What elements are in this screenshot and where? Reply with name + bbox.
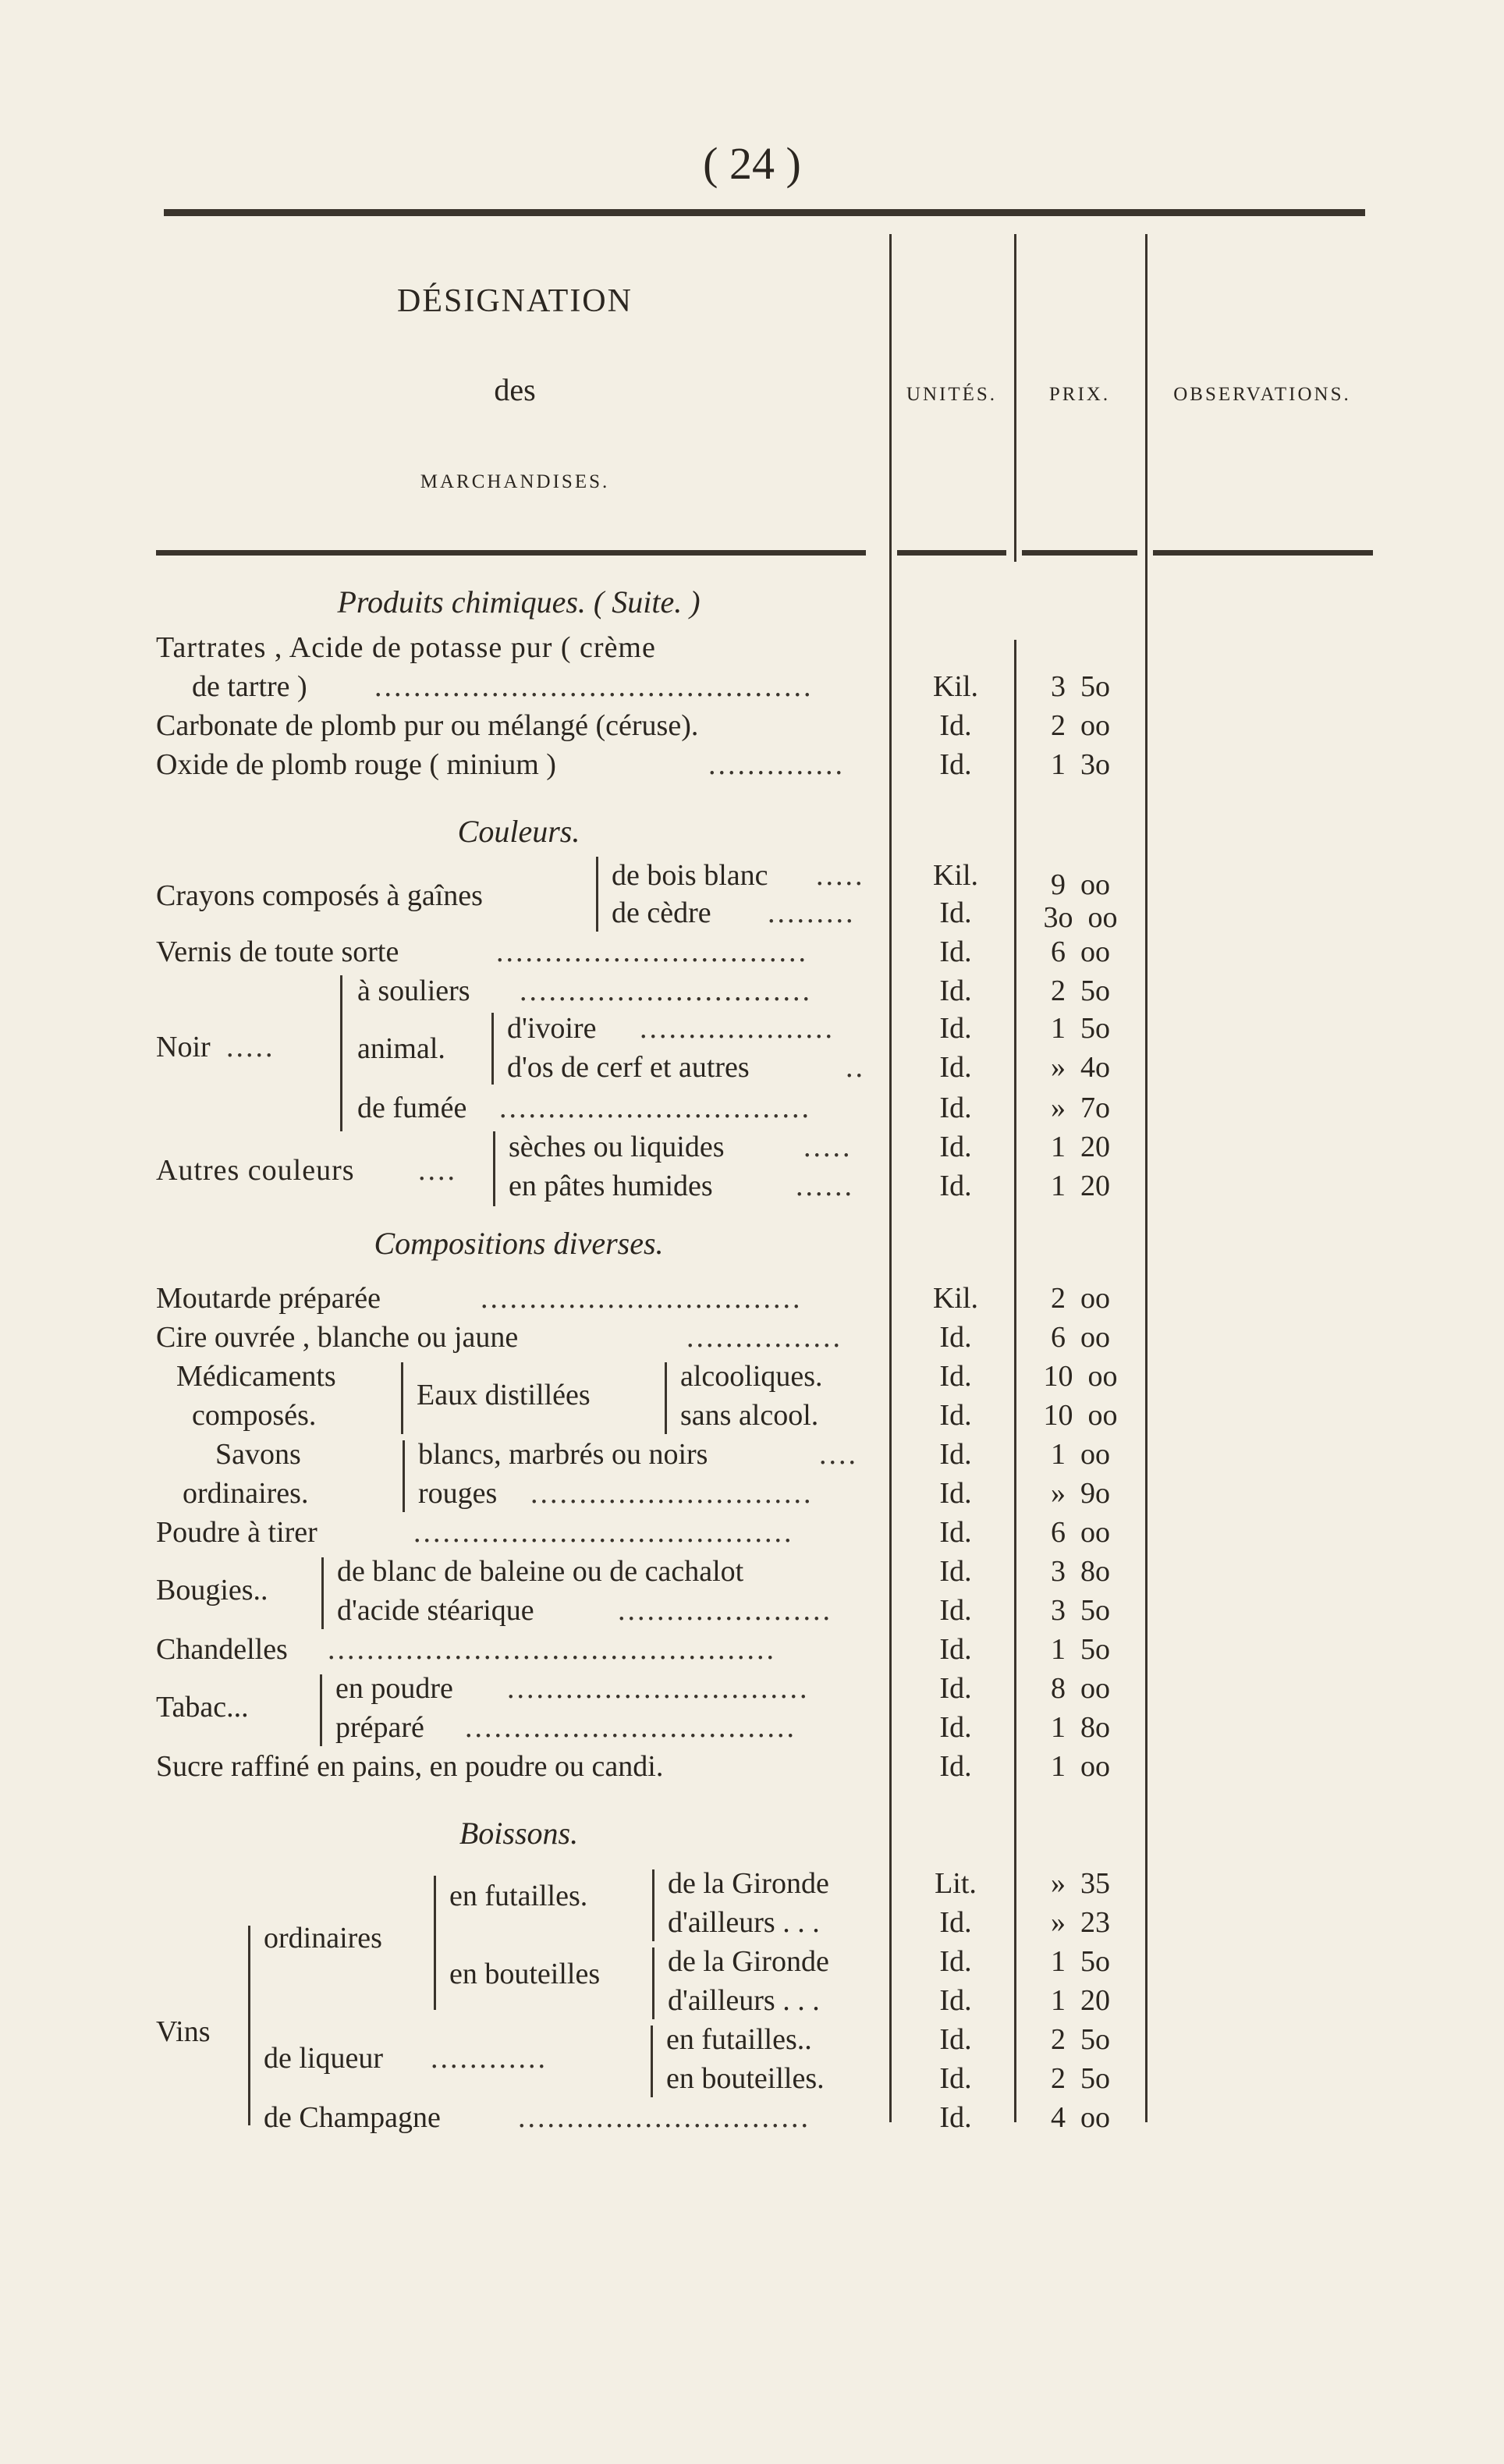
unit-carbonate: Id. xyxy=(939,709,972,742)
unit-liqueur-futailles: Id. xyxy=(939,2023,972,2056)
item-liqueur-futailles: en futailles.. xyxy=(666,2023,812,2056)
header-des: des xyxy=(494,372,536,407)
unit-alcooliques: Id. xyxy=(939,1360,972,1393)
leader-dots: ................................. xyxy=(481,1282,803,1315)
column-divider-observations xyxy=(1145,234,1148,2122)
price-noir-fumee: » 7o xyxy=(1051,1092,1110,1124)
price-autres-seches: 1 20 xyxy=(1051,1131,1110,1163)
item-autres-seches: sèches ou liquides xyxy=(509,1131,725,1163)
item-liqueur-bouteilles: en bouteilles. xyxy=(666,2062,825,2095)
item-de-liqueur: de liqueur xyxy=(264,2042,384,2075)
unit-gironde-futailles: Lit. xyxy=(935,1867,977,1900)
brace xyxy=(403,1440,405,1512)
item-tabac: Tabac... xyxy=(156,1691,249,1724)
item-tabac-prepare: préparé xyxy=(335,1711,424,1744)
brace xyxy=(248,1926,250,2125)
unit-moutarde: Kil. xyxy=(932,1282,979,1315)
price-tabac-poudre: 8 oo xyxy=(1051,1672,1110,1705)
leader-dots: ............................................. xyxy=(374,670,814,703)
price-noir-souliers: 2 5o xyxy=(1051,975,1110,1007)
price-chandelles: 1 5o xyxy=(1051,1633,1110,1666)
price-noir-ivoire: 1 5o xyxy=(1051,1012,1110,1045)
item-crayons: Crayons composés à gaînes xyxy=(156,879,483,912)
item-ailleurs-futailles: d'ailleurs . . . xyxy=(668,1906,820,1939)
unit-crayons-cedre: Id. xyxy=(939,896,972,929)
item-autres-pates: en pâtes humides xyxy=(509,1170,713,1202)
brace xyxy=(652,1947,654,2019)
brace xyxy=(596,857,598,932)
page-number: ( 24 ) xyxy=(703,138,801,189)
unit-cire: Id. xyxy=(939,1321,972,1354)
unit-liqueur-bouteilles: Id. xyxy=(939,2062,972,2095)
item-carbonate: Carbonate de plomb pur ou mélangé (céruse). xyxy=(156,709,699,742)
price-vernis: 6 oo xyxy=(1051,936,1110,968)
header-observations: OBSERVATIONS. xyxy=(1173,384,1351,405)
unit-tabac-prepare: Id. xyxy=(939,1711,972,1744)
price-noir-os: » 4o xyxy=(1051,1051,1110,1084)
price-gironde-bouteilles: 1 5o xyxy=(1051,1945,1110,1978)
price-ailleurs-futailles: » 23 xyxy=(1051,1906,1110,1939)
leader-dots: .... xyxy=(418,1154,457,1187)
price-sucre: 1 oo xyxy=(1051,1750,1110,1783)
item-noir-animal: animal. xyxy=(357,1032,445,1065)
price-bougies-acide: 3 5o xyxy=(1051,1594,1110,1627)
unit-ailleurs-bouteilles: Id. xyxy=(939,1984,972,2017)
price-crayons-bois: 9 oo xyxy=(1051,868,1110,901)
unit-noir-fumee: Id. xyxy=(939,1092,972,1124)
price-crayons-cedre: 3o oo xyxy=(1043,901,1118,934)
header-designation: DÉSIGNATION xyxy=(397,283,633,319)
price-gironde-futailles: » 35 xyxy=(1051,1867,1110,1900)
leader-dots: ............................... xyxy=(507,1672,810,1705)
unit-sucre: Id. xyxy=(939,1750,972,1783)
unit-autres-seches: Id. xyxy=(939,1131,972,1163)
section-couleurs: Couleurs. xyxy=(457,814,580,849)
item-sans-alcool: sans alcool. xyxy=(680,1399,819,1432)
price-ailleurs-bouteilles: 1 20 xyxy=(1051,1984,1110,2017)
price-sans-alcool: 10 oo xyxy=(1043,1399,1118,1432)
header-marchandises: MARCHANDISES. xyxy=(420,471,610,492)
brace xyxy=(652,1869,654,1941)
price-bougies-blanc: 3 8o xyxy=(1051,1555,1110,1588)
brace xyxy=(651,2026,653,2097)
item-gironde-futailles: de la Gironde xyxy=(668,1867,829,1900)
price-autres-pates: 1 20 xyxy=(1051,1170,1110,1202)
column-divider-units xyxy=(889,234,892,2122)
item-savons-blancs: blancs, marbrés ou noirs xyxy=(418,1438,708,1471)
leader-dots: ............................. xyxy=(530,1477,814,1510)
leader-dots: ..... xyxy=(803,1131,853,1163)
leader-dots: .................... xyxy=(640,1012,835,1045)
brace xyxy=(321,1557,324,1629)
price-carbonate: 2 oo xyxy=(1051,709,1110,742)
item-savons-line2: ordinaires. xyxy=(183,1477,309,1510)
price-poudre: 6 oo xyxy=(1051,1516,1110,1549)
item-vins-ordinaires: ordinaires xyxy=(264,1922,382,1955)
item-noir-ivoire: d'ivoire xyxy=(507,1012,597,1045)
leader-dots: ................ xyxy=(686,1321,842,1354)
price-tabac-prepare: 1 8o xyxy=(1051,1711,1110,1744)
unit-noir-ivoire: Id. xyxy=(939,1012,972,1045)
item-noir-fumee: de fumée xyxy=(357,1092,467,1124)
item-vins: Vins xyxy=(156,2015,211,2048)
price-oxide: 1 3o xyxy=(1051,748,1110,781)
item-autres-couleurs: Autres couleurs xyxy=(156,1154,355,1187)
item-tartrates-line2: de tartre ) xyxy=(192,670,307,703)
item-moutarde: Moutarde préparée xyxy=(156,1282,381,1315)
item-sucre: Sucre raffiné en pains, en poudre ou candi. xyxy=(156,1750,664,1783)
item-tabac-poudre: en poudre xyxy=(335,1672,453,1705)
brace xyxy=(320,1674,322,1746)
item-cire: Cire ouvrée , blanche ou jaune xyxy=(156,1321,519,1354)
price-savons-rouges: » 9o xyxy=(1051,1477,1110,1510)
unit-autres-pates: Id. xyxy=(939,1170,972,1202)
unit-bougies-acide: Id. xyxy=(939,1594,972,1627)
item-medicaments-line2: composés. xyxy=(192,1399,317,1432)
item-bougies-blanc: de blanc de baleine ou de cachalot xyxy=(337,1555,744,1588)
item-tartrates-line1: Tartrates , Acide de potasse pur ( crème xyxy=(156,631,656,664)
unit-poudre: Id. xyxy=(939,1516,972,1549)
leader-dots: ....................................... xyxy=(413,1516,794,1549)
header-units: UNITÉS. xyxy=(906,384,998,405)
price-moutarde: 2 oo xyxy=(1051,1282,1110,1315)
leader-dots: ................................ xyxy=(499,1092,811,1124)
leader-dots: ................................ xyxy=(496,936,808,968)
section-compositions-diverses: Compositions diverses. xyxy=(374,1226,664,1261)
price-alcooliques: 10 oo xyxy=(1043,1360,1118,1393)
leader-dots: ...................... xyxy=(618,1594,832,1627)
header-rule-designation xyxy=(156,550,866,556)
header-rule-units xyxy=(897,550,1006,556)
unit-bougies-blanc: Id. xyxy=(939,1555,972,1588)
price-cire: 6 oo xyxy=(1051,1321,1110,1354)
item-bougies-acide: d'acide stéarique xyxy=(337,1594,534,1627)
item-alcooliques: alcooliques. xyxy=(680,1360,823,1393)
item-noir-os: d'os de cerf et autres xyxy=(507,1051,750,1084)
brace xyxy=(401,1362,403,1434)
price-champagne: 4 oo xyxy=(1051,2101,1110,2134)
unit-sans-alcool: Id. xyxy=(939,1399,972,1432)
section-produits-chimiques: Produits chimiques. ( Suite. ) xyxy=(337,584,701,620)
leader-dots: ..... xyxy=(226,1031,275,1063)
unit-crayons-bois: Kil. xyxy=(932,859,979,892)
header-rule-price xyxy=(1022,550,1137,556)
unit-oxide: Id. xyxy=(939,748,972,781)
unit-vernis: Id. xyxy=(939,936,972,968)
leader-dots: .. xyxy=(846,1051,865,1084)
item-gironde-bouteilles: de la Gironde xyxy=(668,1945,829,1978)
header-rule-observations xyxy=(1153,550,1373,556)
leader-dots: ......... xyxy=(768,896,856,929)
item-de-champagne: de Champagne xyxy=(264,2101,441,2134)
unit-savons-blancs: Id. xyxy=(939,1438,972,1471)
header-price: PRIX. xyxy=(1048,384,1111,405)
price-liqueur-bouteilles: 2 5o xyxy=(1051,2062,1110,2095)
item-en-futailles: en futailles. xyxy=(449,1880,588,1912)
item-noir: Noir xyxy=(156,1031,211,1063)
item-noir-souliers: à souliers xyxy=(357,975,470,1007)
column-divider-price-lower xyxy=(1014,640,1016,2122)
unit-gironde-bouteilles: Id. xyxy=(939,1945,972,1978)
item-savons-line1: Savons xyxy=(215,1438,301,1471)
price-liqueur-futailles: 2 5o xyxy=(1051,2023,1110,2056)
item-poudre: Poudre à tirer xyxy=(156,1516,317,1549)
leader-dots: ...... xyxy=(796,1170,854,1202)
brace xyxy=(665,1362,667,1434)
item-vernis: Vernis de toute sorte xyxy=(156,936,399,968)
leader-dots: .............................. xyxy=(518,2101,811,2134)
section-boissons: Boissons. xyxy=(459,1816,579,1851)
unit-champagne: Id. xyxy=(939,2101,972,2134)
leader-dots: .............................. xyxy=(520,975,812,1007)
brace xyxy=(491,1013,494,1085)
unit-savons-rouges: Id. xyxy=(939,1477,972,1510)
brace xyxy=(493,1131,495,1206)
price-savons-blancs: 1 oo xyxy=(1051,1438,1110,1471)
leader-dots: ..... xyxy=(816,859,865,892)
price-tartrates: 3 5o xyxy=(1051,670,1110,703)
item-chandelles: Chandelles xyxy=(156,1633,288,1666)
item-eaux-distillees: Eaux distillées xyxy=(417,1379,591,1411)
leader-dots: .............. xyxy=(708,748,845,781)
item-medicaments-line1: Médicaments xyxy=(176,1360,336,1393)
leader-dots: ............ xyxy=(431,2042,548,2075)
item-oxide: Oxide de plomb rouge ( minium ) xyxy=(156,748,556,781)
unit-tabac-poudre: Id. xyxy=(939,1672,972,1705)
brace xyxy=(340,975,342,1131)
item-crayons-bois: de bois blanc xyxy=(612,859,768,892)
unit-ailleurs-futailles: Id. xyxy=(939,1906,972,1939)
unit-tartrates: Kil. xyxy=(932,670,979,703)
leader-dots: .................................. xyxy=(465,1711,796,1744)
leader-dots: .............................................. xyxy=(328,1633,776,1666)
brace xyxy=(434,1876,436,2010)
item-en-bouteilles: en bouteilles xyxy=(449,1958,601,1990)
item-savons-rouges: rouges xyxy=(418,1477,498,1510)
item-bougies: Bougies.. xyxy=(156,1574,268,1607)
unit-chandelles: Id. xyxy=(939,1633,972,1666)
unit-noir-souliers: Id. xyxy=(939,975,972,1007)
item-crayons-cedre: de cèdre xyxy=(612,896,711,929)
item-ailleurs-bouteilles: d'ailleurs . . . xyxy=(668,1984,820,2017)
leader-dots: .... xyxy=(819,1438,858,1471)
unit-noir-os: Id. xyxy=(939,1051,972,1084)
top-rule xyxy=(164,209,1365,216)
